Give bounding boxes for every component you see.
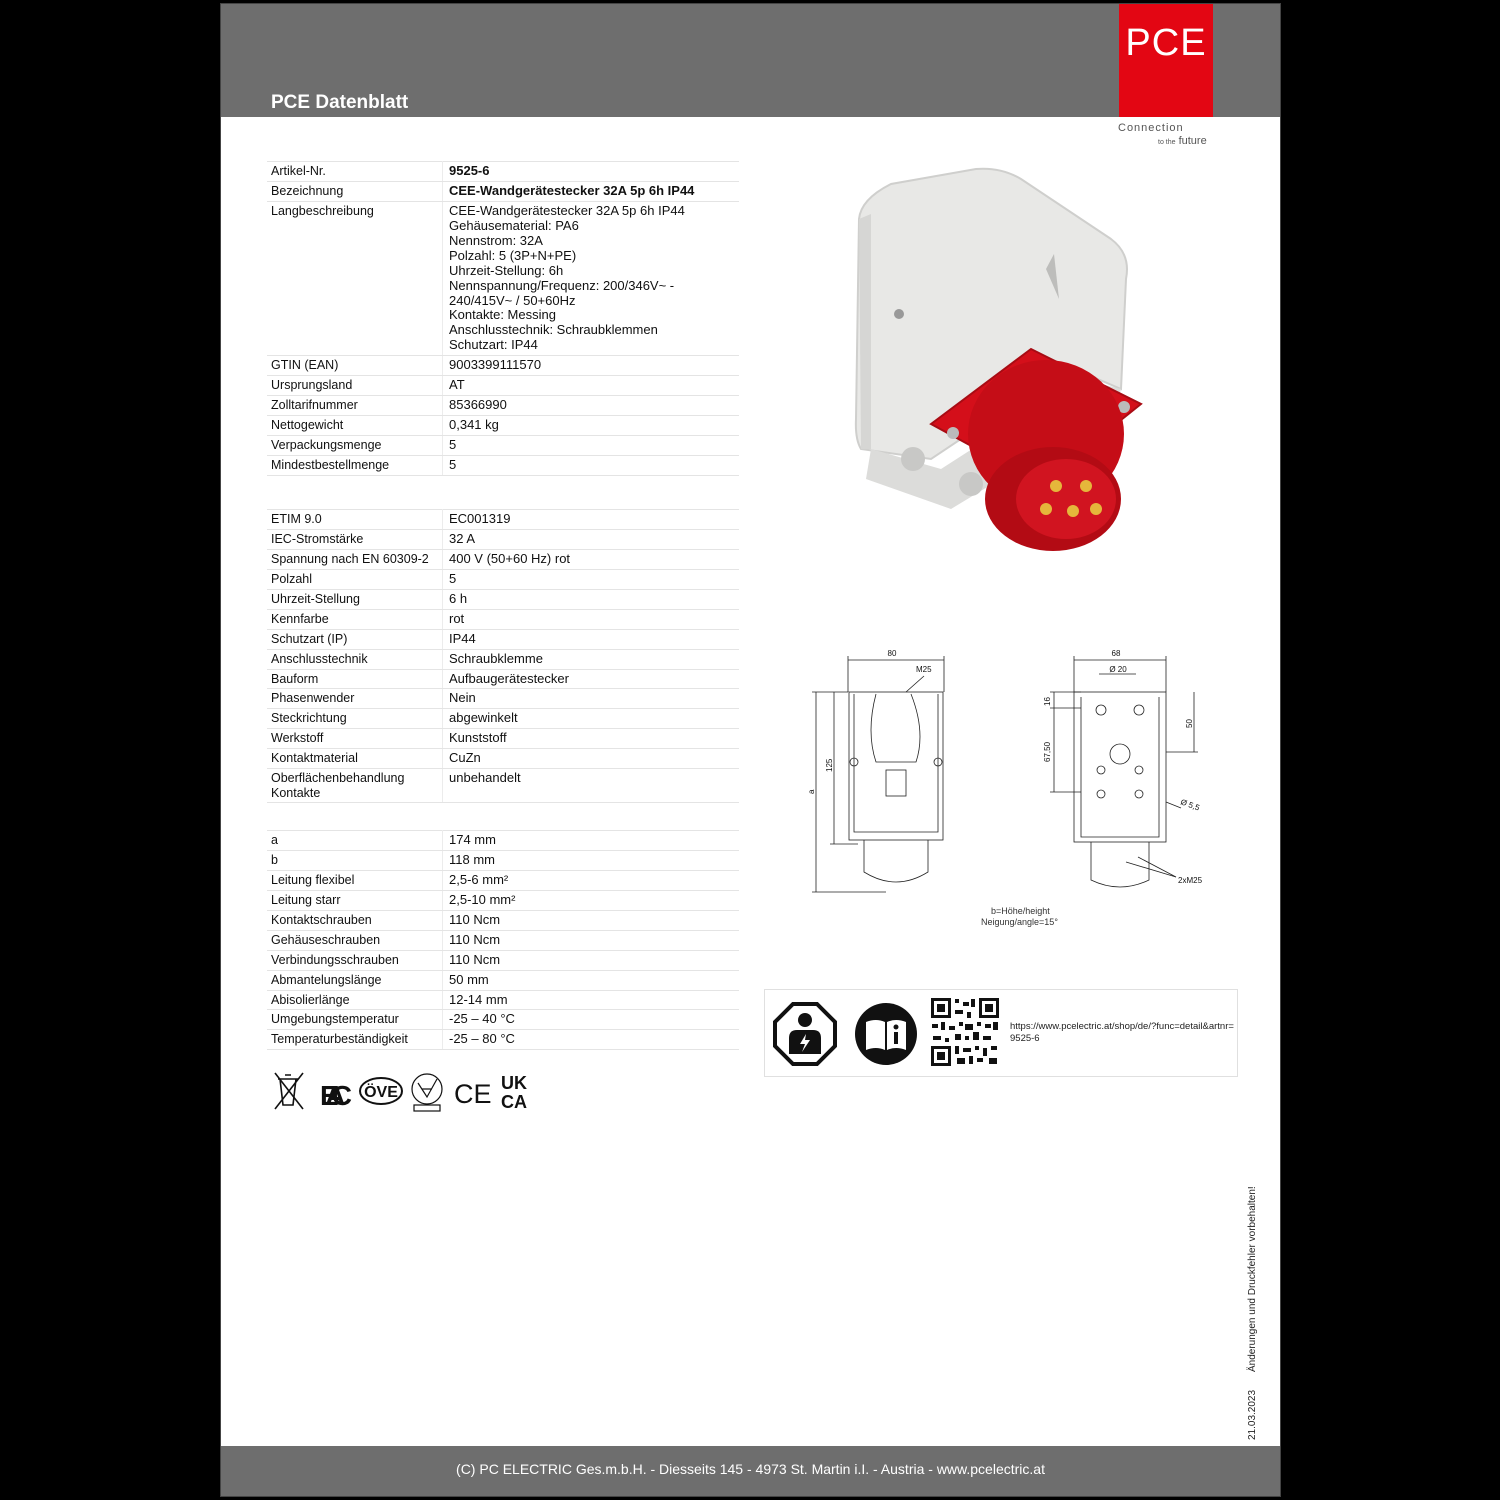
table-row [267, 181, 739, 201]
dim-d55: Ø 5,5 [1179, 797, 1201, 813]
table-row [267, 890, 739, 910]
certification-marks [271, 1069, 541, 1115]
spec-key: b [267, 850, 443, 870]
note-angle: Neigung/angle=15° [981, 916, 1058, 927]
datasheet-page [220, 3, 1281, 1497]
tagline-future [1158, 135, 1207, 147]
page-title: PCE Datenblatt [271, 92, 409, 113]
spec-key: Spannung nach EN 60309-2 [267, 549, 443, 569]
dim-d20: Ø 20 [1109, 665, 1127, 674]
spec-key: Temperaturbeständigkeit [267, 1030, 443, 1050]
table-row [267, 749, 739, 769]
dim-a: a [807, 789, 816, 794]
table-row [267, 930, 739, 950]
table-row [267, 850, 739, 870]
spec-key: Schutzart (IP) [267, 629, 443, 649]
spec-value: 5 [443, 436, 740, 456]
ukca-ca: CA [501, 1092, 527, 1112]
spec-key: Leitung flexibel [267, 870, 443, 890]
table-row [267, 162, 739, 182]
table-row [267, 589, 739, 609]
info-box [764, 989, 1238, 1077]
spec-key: Kontaktmaterial [267, 749, 443, 769]
spec-table-dimensions [267, 830, 739, 1050]
spec-value: IP44 [443, 629, 740, 649]
dim-2xm25: 2xM25 [1178, 876, 1203, 885]
table-row [267, 201, 739, 355]
spec-key: Steckrichtung [267, 709, 443, 729]
spec-value: CEE-Wandgerätestecker 32A 5p 6h IP44 Gehäusematerial: PA6 Nennstrom: 32A Polzahl: 5 (3P+N+PE) Uhrzeit-Stellung: 6h Nennspannung/Frequenz: 200/346V~ - 240/415V~ / 50+60Hz Kontakte: Messing Anschlusstechnik: Schraubklemmen Schutzart: IP44 [443, 201, 740, 355]
spec-value: Schraubklemme [443, 649, 740, 669]
spec-key: Polzahl [267, 569, 443, 589]
qualified-electrician-icon [773, 1002, 837, 1066]
spec-value: 174 mm [443, 831, 740, 851]
spec-value: 6 h [443, 589, 740, 609]
spec-key: Bezeichnung [267, 181, 443, 201]
spec-value: 2,5-10 mm² [443, 890, 740, 910]
tagline-connection: Connection [1118, 122, 1184, 134]
footer-band [221, 1446, 1280, 1497]
spec-key: Umgebungstemperatur [267, 1010, 443, 1030]
spec-key: Werkstoff [267, 729, 443, 749]
table-row [267, 649, 739, 669]
dim-80: 80 [887, 649, 897, 658]
dim-68: 68 [1111, 649, 1121, 658]
spec-key: a [267, 831, 443, 851]
weee-bin-icon [275, 1073, 303, 1109]
qr-code [929, 996, 1001, 1068]
dim-16: 16 [1043, 697, 1052, 706]
spec-key: Abisolierlänge [267, 990, 443, 1010]
side-notice: Änderungen und Druckfehler vorbehalten! [1247, 1186, 1258, 1372]
ce-mark: CE [454, 1079, 492, 1109]
table-row [267, 950, 739, 970]
spec-key: Oberflächenbehandlung Kontakte [267, 769, 443, 803]
spec-value: 12-14 mm [443, 990, 740, 1010]
spec-key: ETIM 9.0 [267, 510, 443, 530]
table-row [267, 609, 739, 629]
table-row [267, 569, 739, 589]
table-row [267, 396, 739, 416]
table-row [267, 376, 739, 396]
table-row [267, 629, 739, 649]
ove-text: ÖVE [364, 1084, 398, 1101]
table-row [267, 689, 739, 709]
dim-50: 50 [1185, 719, 1194, 728]
spec-key: Gehäuseschrauben [267, 930, 443, 950]
spec-value: 32 A [443, 529, 740, 549]
table-row [267, 910, 739, 930]
spec-value: 110 Ncm [443, 950, 740, 970]
spec-key: Langbeschreibung [267, 201, 443, 355]
spec-key: Nettogewicht [267, 416, 443, 436]
spec-key: Kennfarbe [267, 609, 443, 629]
spec-key: Verbindungsschrauben [267, 950, 443, 970]
note-height: b=Höhe/height [991, 906, 1050, 916]
spec-value: Aufbaugerätestecker [443, 669, 740, 689]
spec-value: 9525-6 [443, 162, 740, 182]
read-manual-icon [854, 1002, 918, 1066]
footer-text: (C) PC ELECTRIC Ges.m.b.H. - Diesseits 145 - 4973 St. Martin i.I. - Austria - www.pcelectric.at [456, 1461, 1045, 1477]
side-date: 21.03.2023 [1247, 1389, 1258, 1440]
tagline-word: future [1178, 135, 1207, 147]
spec-value: CuZn [443, 749, 740, 769]
spec-table-etim [267, 509, 739, 803]
side-notes [1243, 1184, 1265, 1444]
spec-value: 0,341 kg [443, 416, 740, 436]
table-row [267, 990, 739, 1010]
spec-value: 110 Ncm [443, 910, 740, 930]
dim-6750: 67,50 [1043, 741, 1052, 762]
spec-value: EC001319 [443, 510, 740, 530]
table-row [267, 709, 739, 729]
table-row [267, 970, 739, 990]
spec-key: GTIN (EAN) [267, 356, 443, 376]
tagline-small: to the [1158, 139, 1176, 146]
dim-125: 125 [825, 758, 834, 772]
table-row [267, 356, 739, 376]
product-url[interactable]: https://www.pcelectric.at/shop/de/?func=detail&artnr=9525-6 [1010, 1021, 1234, 1044]
spec-value: 118 mm [443, 850, 740, 870]
table-row [267, 455, 739, 475]
spec-value: CEE-Wandgerätestecker 32A 5p 6h IP44 [443, 181, 740, 201]
spec-key: Verpackungsmenge [267, 436, 443, 456]
spec-value: 110 Ncm [443, 930, 740, 950]
table-row [267, 870, 739, 890]
spec-value: abgewinkelt [443, 709, 740, 729]
spec-key: Bauform [267, 669, 443, 689]
ove-mark [360, 1078, 402, 1104]
table-row [267, 436, 739, 456]
table-row [267, 529, 739, 549]
spec-value: 5 [443, 569, 740, 589]
spec-value: 2,5-6 mm² [443, 870, 740, 890]
spec-key: Zolltarifnummer [267, 396, 443, 416]
spec-value: AT [443, 376, 740, 396]
spec-value: 400 V (50+60 Hz) rot [443, 549, 740, 569]
spec-value: Kunststoff [443, 729, 740, 749]
spec-key: Uhrzeit-Stellung [267, 589, 443, 609]
spec-key: Mindestbestellmenge [267, 455, 443, 475]
spec-key: Artikel-Nr. [267, 162, 443, 182]
spec-key: Phasenwender [267, 689, 443, 709]
spec-key: Leitung starr [267, 890, 443, 910]
ukca-uk: UK [501, 1073, 527, 1093]
spec-value: Nein [443, 689, 740, 709]
table-row [267, 669, 739, 689]
spec-value: -25 – 80 °C [443, 1030, 740, 1050]
table-row [267, 1010, 739, 1030]
table-row [267, 510, 739, 530]
spec-value: 9003399111570 [443, 356, 740, 376]
spec-key: Ursprungsland [267, 376, 443, 396]
pce-logo [1119, 4, 1213, 117]
spec-key: Abmantelungslänge [267, 970, 443, 990]
eac-mark: EAC [320, 1080, 352, 1111]
spec-value: 5 [443, 455, 740, 475]
table-row [267, 831, 739, 851]
spec-value: 50 mm [443, 970, 740, 990]
spec-key: Anschlusstechnik [267, 649, 443, 669]
table-row [267, 729, 739, 749]
gost-mark [412, 1074, 442, 1111]
spec-table-general [267, 161, 739, 476]
table-row [267, 769, 739, 803]
spec-key: IEC-Stromstärke [267, 529, 443, 549]
spec-value: 85366990 [443, 396, 740, 416]
product-image [841, 159, 1151, 569]
table-row [267, 416, 739, 436]
dim-m25: M25 [916, 665, 932, 674]
spec-value: rot [443, 609, 740, 629]
technical-drawing [796, 642, 1216, 902]
drawing-note [967, 906, 1058, 928]
spec-value: unbehandelt [443, 769, 740, 803]
spec-key: Kontaktschrauben [267, 910, 443, 930]
spec-value: -25 – 40 °C [443, 1010, 740, 1030]
logo-text: PCE [1125, 22, 1207, 64]
table-row [267, 549, 739, 569]
table-row [267, 1030, 739, 1050]
